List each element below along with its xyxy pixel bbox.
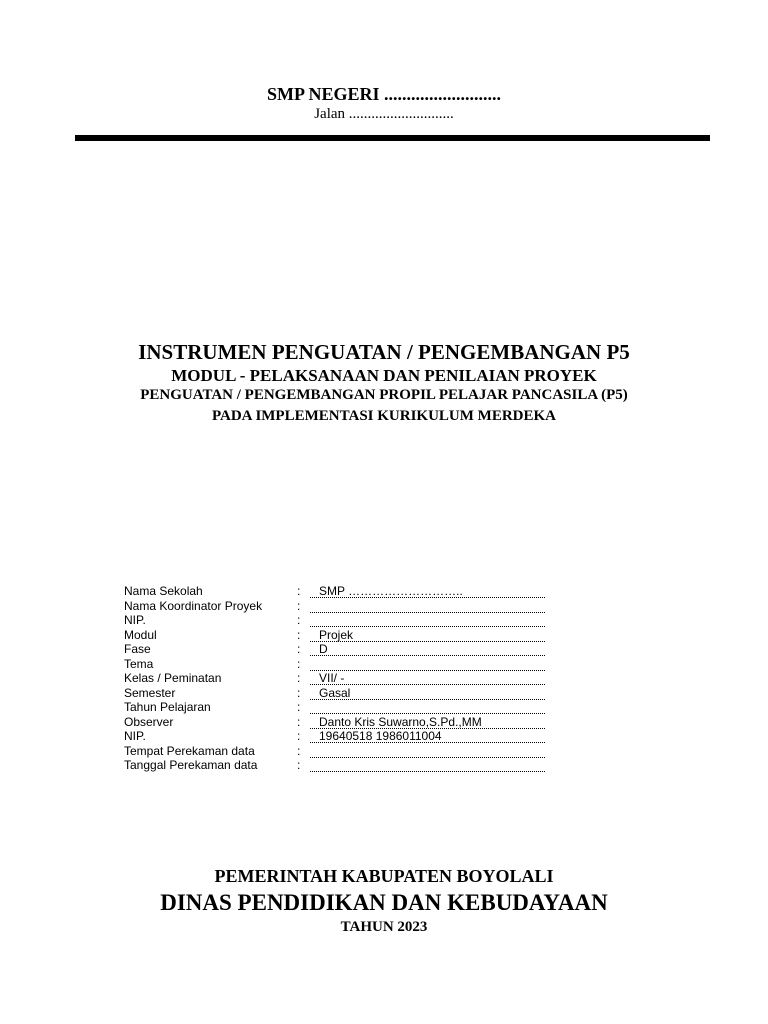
info-label: Modul xyxy=(124,627,157,642)
info-colon: : xyxy=(297,743,301,758)
info-row-tahun-pelajaran xyxy=(124,701,554,716)
info-value: VII/ - xyxy=(310,672,545,685)
info-label: Tema xyxy=(124,656,154,671)
footer-government: PEMERINTAH KABUPATEN BOYOLALI xyxy=(214,866,554,886)
info-label: Tempat Perekaman data xyxy=(124,743,255,758)
info-row-fase xyxy=(124,643,554,658)
info-colon: : xyxy=(297,714,301,729)
info-label: Kelas / Peminatan xyxy=(124,671,222,685)
info-label: Nama Sekolah xyxy=(124,584,203,598)
info-value: Gasal xyxy=(310,687,545,700)
info-row-nip xyxy=(124,614,554,629)
info-value xyxy=(310,614,545,627)
info-colon: : xyxy=(297,584,301,598)
info-colon: : xyxy=(297,613,301,627)
info-label: NIP. xyxy=(124,613,146,627)
info-row-nip-observer xyxy=(124,730,554,745)
info-row-observer xyxy=(124,716,554,731)
header-divider xyxy=(75,135,710,141)
footer-department: DINAS PENDIDIKAN DAN KEBUDAYAAN xyxy=(160,890,608,915)
info-colon: : xyxy=(297,671,301,685)
info-colon: : xyxy=(297,758,301,772)
info-row-nama-sekolah xyxy=(124,585,554,600)
info-row-nama-koordinator xyxy=(124,600,554,615)
info-row-tema xyxy=(124,658,554,673)
info-row-tempat-perekaman xyxy=(124,745,554,760)
info-colon: : xyxy=(297,642,301,656)
info-colon: : xyxy=(297,700,301,714)
info-row-tanggal-perekaman xyxy=(124,759,554,774)
info-row-modul xyxy=(124,629,554,644)
info-row-kelas xyxy=(124,672,554,687)
info-value xyxy=(310,658,545,671)
footer-year: TAHUN 2023 xyxy=(340,919,428,935)
info-label: Semester xyxy=(124,685,176,700)
info-value xyxy=(310,600,545,613)
info-label: Nama Koordinator Proyek xyxy=(124,598,263,613)
info-value: Projek xyxy=(310,629,545,642)
info-value: 19640518 1986011004 xyxy=(310,730,545,743)
info-label: Tanggal Perekaman data xyxy=(124,758,258,772)
document-subtitle-2: PENGUATAN / PENGEMBANGAN PROPIL PELAJAR PANCASILA (P5) xyxy=(140,387,628,403)
document-title: INSTRUMEN PENGUATAN / PENGEMBANGAN P5 xyxy=(138,340,630,364)
info-value: SMP ……………………….. xyxy=(310,585,545,598)
info-table xyxy=(124,585,554,774)
info-label: Fase xyxy=(124,642,151,656)
info-value: Danto Kris Suwarno,S.Pd.,MM xyxy=(310,716,545,729)
school-address: Jalan ............................ xyxy=(314,106,454,122)
info-value xyxy=(310,745,545,758)
info-label: Tahun Pelajaran xyxy=(124,700,211,714)
info-colon: : xyxy=(297,685,301,700)
info-value xyxy=(310,701,545,714)
info-row-semester xyxy=(124,687,554,702)
info-label: Observer xyxy=(124,714,174,729)
info-colon: : xyxy=(297,729,301,743)
school-name: SMP NEGERI .......................... xyxy=(266,84,502,104)
document-subtitle-3: PADA IMPLEMENTASI KURIKULUM MERDEKA xyxy=(211,408,557,424)
info-colon: : xyxy=(297,598,301,613)
info-colon: : xyxy=(297,656,301,671)
info-value: D xyxy=(310,643,545,656)
info-value xyxy=(310,759,545,772)
info-label: NIP. xyxy=(124,729,146,743)
info-colon: : xyxy=(297,627,301,642)
document-subtitle-1: MODUL - PELAKSANAAN DAN PENILAIAN PROYEK xyxy=(171,366,597,385)
